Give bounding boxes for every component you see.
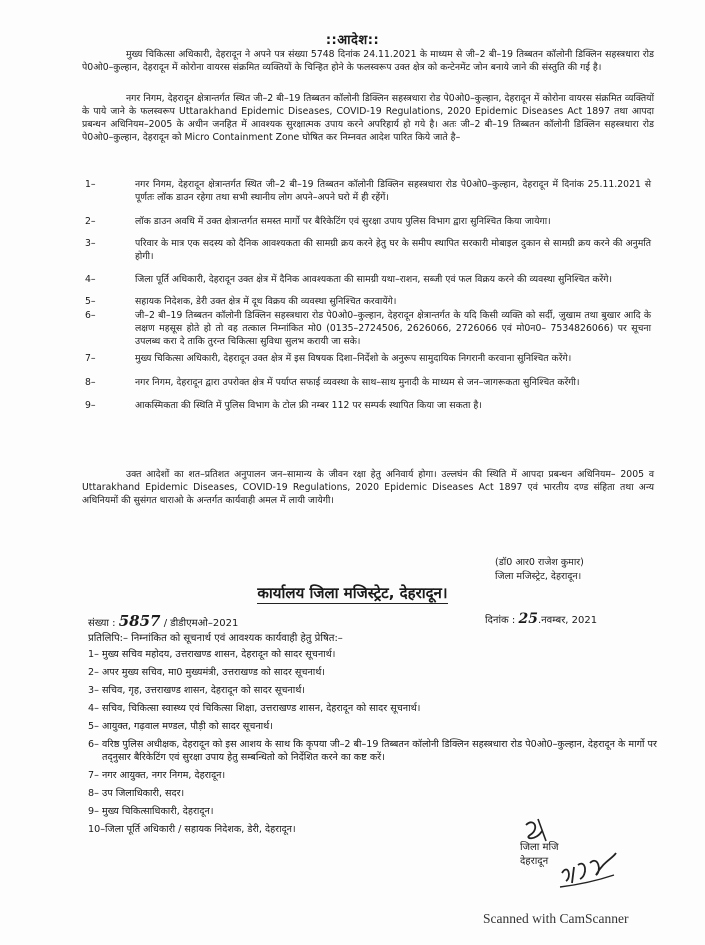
copy-list: [88, 648, 658, 841]
point-text: नगर निगम, देहरादून क्षेत्रान्तर्गत स्थित जी–2 बी–19 तिब्बतन कॉलोनी डिक्लिन सहस्त्रधारा रोड पे0ओ0–कुल्हान, देहरादून में दिनांक 25.11.2021 से पूर्णतः लॉक डाउन रहेगा तथा सभी स्थानीय लोग अपने–अपने घरो में ही रहेंगें।: [135, 179, 651, 203]
point-number: 5–: [85, 296, 96, 307]
reference-suffix: / डीडीएमओ–2021: [163, 618, 239, 629]
order-point: [85, 237, 651, 263]
point-number: 8–: [85, 377, 96, 388]
date-day: 25: [518, 611, 538, 627]
point-text: परिवार के मात्र एक सदस्य को दैनिक आवश्यकता की सामग्री क्रय करने हेतु घर के समीप स्थापित सरकारी मोबाइल दुकान से सामग्री क्रय करने की अनुमति होगी।: [135, 238, 651, 262]
copy-list-item: 3– सचिव, गृह, उत्तराखण्ड शासन, देहरादून को सादर सूचनार्थ।: [88, 685, 305, 696]
copy-intro: प्रतिलिपि:– निम्नांकित को सूचनार्थ एवं आवश्यक कार्यवाही हेतु प्रेषित:–: [88, 633, 343, 644]
point-text: जी–2 बी–19 तिब्बतन कॉलोनी डिक्लिन सहस्त्रधारा रोड पे0ओ0–कुल्हान, देहरादून क्षेत्रान्तर्गत के यदि किसी व्यक्ति को सर्दी, जुखाम तथा बुखार आदि के लक्षण महसूस होते हो तो वह तत्काल निम्नांकित मो0 (0135–2724506, 2626066, 2726066 एवं मो0न0– 7534826066) पर सूचना उपलब्ध करा दे ताकि तुरन्त चिकित्सा सुविधा सुलभ करायी जा सके।: [135, 310, 651, 347]
reference-number-line: [88, 612, 238, 630]
order-point: [85, 399, 651, 412]
date-label: दिनांक :: [485, 615, 516, 626]
order-paragraph-2: नगर निगम, देहरादून क्षेत्रान्तर्गत स्थित जी–2 बी–19 तिब्बतन कॉलोनी डिक्लिन सहस्त्रधारा रोड पे0ओ0–कुल्हान, देहरादून में कोरोना वायरस संक्रमित व्यक्तियों के पाये जाने के फलस्वरूप Uttarakhand Epidemic Diseases, COVID-19 Regulations, 2020 Epidemic Diseases Act 1897 तथा आपदा प्रबन्धन अधिनियम–2005 के अधीन जनहित में आवश्यक सुरक्षात्मक उपाय करने अपरिहार्य हो गये है। अतः जी–2 बी–19 तिब्बतन कॉलोनी डिक्लिन सहस्त्रधारा रोड पे0ओ0–कुल्हान, देहरादून को Micro Containment Zone घोषित कर निम्नवत आदेश पारित किये जाते है–: [82, 93, 654, 143]
signature-designation-line2: देहरादून: [520, 856, 549, 867]
reference-date-line: [485, 611, 597, 627]
signature-designation-line1: जिला मजि: [520, 842, 559, 853]
copy-list-item: 2– अपर मुख्य सचिव, मा0 मुख्यमंत्री, उत्तराखण्ड को सादर सूचनार्थ।: [88, 667, 326, 678]
point-text: मुख्य चिकित्सा अधिकारी, देहरादून उक्त क्षेत्र में इस विषयक दिशा–निर्देशो के अनुरूप सामुदायिक निगरानी करवाना सुनिश्चित करेंगे।: [135, 353, 572, 364]
point-number: 2–: [85, 216, 96, 227]
handwritten-signature-icon: [516, 815, 626, 895]
point-number: 7–: [85, 353, 96, 364]
order-point: [85, 273, 651, 286]
point-number: 6–: [85, 310, 96, 321]
copy-list-item: 9– मुख्य चिकित्साधिकारी, देहरादून।: [88, 806, 214, 817]
reference-label: संख्या :: [88, 618, 116, 629]
scanner-watermark: Scanned with CamScanner: [483, 911, 629, 926]
date-rest: .नवम्बर, 2021: [537, 615, 598, 626]
signatory-name: (डॉ0 आर0 राजेश कुमार): [495, 557, 584, 568]
point-text: नगर निगम, देहरादून द्वारा उपरोक्त क्षेत्र में पर्याप्त सफाई व्यवस्था के साथ–साथ मुनादी के माध्यम से जन–जागरूकता सुनिश्चित करेंगी।: [135, 377, 580, 388]
point-text: सहायक निदेशक, डेरी उक्त क्षेत्र में दूध विक्रय की व्यवस्था सुनिश्चित करवायेंगे।: [135, 296, 397, 307]
copy-list-item: 6– वरिष्ठ पुलिस अधीक्षक, देहरादून को इस आशय के साथ कि कृपया जी–2 बी–19 तिब्बतन कॉलोनी डिक्लिन सहस्त्रधारा रोड पे0ओ0–कुल्हान, देहरादून के मार्गो पर तद्नुसार बैरिकेटिंग एवं सुरक्षा उपाय हेतु सम्बन्धितो को निर्देशित करने का कष्ट करें।: [88, 739, 657, 763]
order-point: [85, 376, 651, 389]
point-number: 3–: [85, 238, 96, 249]
point-text: लॉक डाउन अवधि में उक्त क्षेत्रान्तर्गत समस्त मार्गो पर बैरिकेटिंग एवं सुरक्षा उपाय पुलिस विभाग द्वारा सुनिश्चित किया जायेगा।: [135, 216, 551, 227]
point-number: 4–: [85, 274, 96, 285]
order-point: [85, 215, 651, 228]
order-point: [85, 309, 651, 348]
copy-list-item: 7– नगर आयुक्त, नगर निगम, देहरादून।: [88, 770, 226, 781]
copy-list-item: 1– मुख्य सचिव महोदय, उत्तराखण्ड शासन, देहरादून को सादर सूचनार्थ।: [88, 649, 336, 660]
office-heading: [0, 583, 705, 603]
order-title: ::आदेश::: [325, 33, 380, 48]
signatory-designation: जिला मजिस्ट्रेट, देहरादून।: [495, 571, 582, 582]
order-paragraph-3: उक्त आदेशों का शत–प्रतिशत अनुपालन जन–सामान्य के जीवन रक्षा हेतु अनिवार्य होगा। उल्लघंन की स्थिति में आपदा प्रबन्धन अधिनियम– 2005 व Uttarakhand Epidemic Diseases, COVID-19 Regulations, 2020 Epidemic Diseases Act 1897 एवं भारतीय दण्ड संहिता तथा अन्य अधिनियमों की सुसंगत धाराओ के अन्तर्गत कार्यवाही अमल में लायी जायेगी।: [82, 469, 654, 506]
handwritten-signature-block: [516, 815, 626, 895]
copy-list-item: 10–जिला पूर्ति अधिकारी / सहायक निदेशक, डेरी, देहरादून।: [88, 824, 296, 835]
order-paragraph-1: मुख्य चिकित्सा अधिकारी, देहरादून ने अपने पत्र संख्या 5748 दिनांक 24.11.2021 के माध्यम से जी–2 बी–19 तिब्बतन कॉलोनी डिक्लिन सहस्त्रधारा रोड पे0ओ0–कुल्हान, देहरादून में कोरोना वायरस संक्रमित व्यक्तियों के चिन्हित होने के फलस्वरूप उक्त क्षेत्र को कन्टेनमेंट जोन बनाये जाने की संस्तुति की गई है।: [82, 49, 654, 73]
point-number: 1–: [85, 179, 96, 190]
copy-list-item: 4– सचिव, चिकित्सा स्वास्थ्य एवं चिकित्सा शिक्षा, उत्तराखण्ड शासन, देहरादून को सादर सूचनार्थ।: [88, 703, 421, 714]
order-point: [85, 178, 651, 204]
reference-number: 5857: [118, 612, 161, 630]
signatory-block: [495, 556, 584, 584]
order-point: [85, 295, 651, 308]
order-point: [85, 352, 651, 365]
point-text: जिला पूर्ति अधिकारी, देहरादून उक्त क्षेत्र में दैनिक आवश्यकता की सामग्री यथा–राशन, सब्जी एवं फल विक्रय करने की व्यवस्था सुनिश्चित करेंगे।: [135, 274, 613, 285]
order-points-list: [85, 178, 651, 412]
copy-list-item: 5– आयुक्त, गढ़वाल मण्डल, पौड़ी को सादर सूचनार्थ।: [88, 721, 273, 732]
point-number: 9–: [85, 400, 96, 411]
copy-list-item: 8– उप जिलाधिकारी, सदर।: [88, 788, 185, 799]
office-heading-text: कार्यालय जिला मजिस्ट्रेट, देहरादून।: [257, 584, 448, 602]
point-text: आकस्मिकता की स्थिति में पुलिस विभाग के टोल फ्री नम्बर 112 पर सम्पर्क स्थापित किया जा सकता है।: [135, 400, 482, 411]
